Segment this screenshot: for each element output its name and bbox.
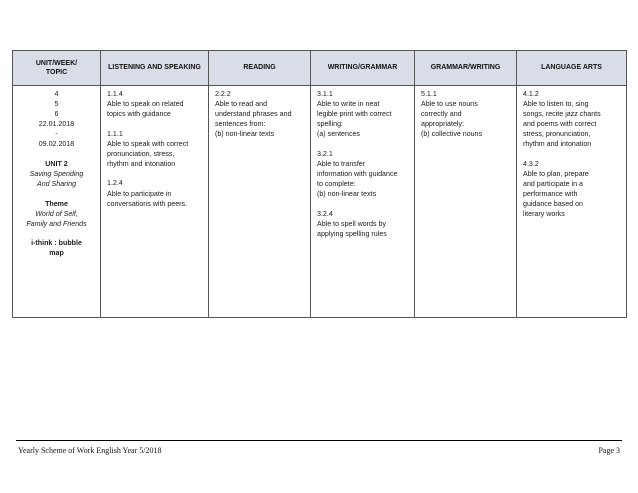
listening-text-line: Able to participate in <box>107 189 172 198</box>
header-topic-line: TOPIC <box>45 69 68 76</box>
arts-text-line: songs, recite jazz chants <box>523 110 601 119</box>
reading-text-line: sentences from: <box>215 120 266 129</box>
arts-text-line: and participate in a <box>523 180 583 188</box>
week-number: 5 <box>54 100 59 109</box>
arts-text-line: Able to plan, prepare <box>523 169 589 178</box>
arts-text-line: literary works <box>523 210 565 219</box>
grammar-text-line: 5.1.1 <box>421 90 437 98</box>
grammar-text-line: (b) collective nouns <box>421 130 483 139</box>
writing-text-line: Able to spell words by <box>317 219 387 228</box>
header-language-arts: LANGUAGE ARTS <box>517 51 627 86</box>
arts-text-line: Able to listen to, sing <box>523 100 589 109</box>
grammar-writing-cell <box>415 86 517 318</box>
arts-text-line: performance with <box>523 190 578 199</box>
footer-page-number: Page 3 <box>598 446 620 455</box>
writing-text-line: Able to transfer <box>317 159 366 168</box>
unit-label: UNIT 2 <box>45 159 68 168</box>
arts-text-line: rhythm and intonation <box>523 140 592 149</box>
arts-text-line: 4.1.2 <box>523 90 539 98</box>
listening-text-line: Able to speak on related <box>107 100 184 109</box>
reading-text-line: Able to read and <box>215 100 268 109</box>
ithink-map-line: i-think : bubble <box>31 239 82 248</box>
writing-text-line: Able to write in neat <box>317 100 380 109</box>
writing-text-line <box>317 139 408 149</box>
arts-text-line: and poems with correct <box>523 120 597 129</box>
listening-text-line: 1.1.1 <box>107 129 123 138</box>
date-end: 09.02.2018 <box>38 140 75 149</box>
scheme-of-work-table <box>12 50 627 318</box>
header-unit-line: UNIT/WEEK/ <box>35 59 78 67</box>
reading-text-line: (b) non-linear texts <box>215 130 275 139</box>
writing-text-line: 3.2.1 <box>317 149 333 158</box>
listening-speaking-cell <box>101 86 209 318</box>
header-reading: READING <box>209 51 311 86</box>
listening-text-line: Able to speak with correct <box>107 139 189 148</box>
language-arts-cell <box>517 86 627 318</box>
listening-text-line: conversations with peers. <box>107 199 188 208</box>
theme-label: Theme <box>45 199 68 208</box>
writing-text-line: (a) sentences <box>317 130 360 139</box>
arts-text-line: 4.3.2 <box>523 159 539 168</box>
writing-text-line: spelling: <box>317 120 344 129</box>
arts-text-line: stress, pronunciation, <box>523 130 591 139</box>
writing-text-line: legible print with correct <box>317 110 392 119</box>
date-start: 22.01.2018 <box>38 120 75 129</box>
footer-document-title: Yearly Scheme of Work English Year 5/2018 <box>18 446 162 455</box>
header-listening-speaking: LISTENING AND SPEAKING <box>101 51 209 86</box>
footer-divider <box>16 440 622 441</box>
writing-text-line: information with guidance <box>317 169 398 178</box>
listening-text-line: rhythm and intonation <box>107 159 176 168</box>
writing-text-line: (b) non-linear texts <box>317 190 377 199</box>
reading-text-line: understand phrases and <box>215 110 292 119</box>
arts-text-line: guidance based on <box>523 200 583 209</box>
reading-cell <box>209 86 311 318</box>
listening-text-line: topics with guidance <box>107 110 171 119</box>
listening-text-line <box>107 119 202 129</box>
header-unit-week-topic <box>13 51 101 86</box>
listening-text-line <box>107 169 202 179</box>
header-grammar-writing: GRAMMAR/WRITING <box>415 51 517 86</box>
writing-text-line: applying spelling rules <box>317 229 387 238</box>
reading-text-line: 2.2.2 <box>215 90 231 98</box>
grammar-text-line: appropriately: <box>421 120 464 129</box>
arts-text-line <box>523 149 620 159</box>
writing-text-line <box>317 199 408 209</box>
listening-text-line: 1.1.4 <box>107 90 123 98</box>
unit-week-topic-cell <box>13 86 101 318</box>
date-separator: - <box>55 130 58 139</box>
grammar-text-line: Able to use nouns <box>421 100 478 109</box>
content-row <box>13 86 627 318</box>
listening-text-line: pronunciation, stress, <box>107 149 175 158</box>
ithink-map-line: map <box>49 249 64 258</box>
week-number: 4 <box>54 90 59 98</box>
week-number: 6 <box>54 110 59 119</box>
unit-title-line: Saving Spending <box>29 169 84 178</box>
writing-text-line: 3.2.4 <box>317 209 333 218</box>
unit-title-line: And Sharing <box>36 180 77 188</box>
writing-grammar-cell <box>311 86 415 318</box>
listening-text-line: 1.2.4 <box>107 179 123 188</box>
writing-text-line: to complete: <box>317 180 356 188</box>
grammar-text-line: correctly and <box>421 110 462 119</box>
header-writing-grammar: WRITING/GRAMMAR <box>311 51 415 86</box>
header-row <box>13 51 627 86</box>
theme-title-line: Family and Friends <box>26 219 87 228</box>
theme-title-line: World of Self, <box>35 209 78 218</box>
writing-text-line: 3.1.1 <box>317 90 333 98</box>
